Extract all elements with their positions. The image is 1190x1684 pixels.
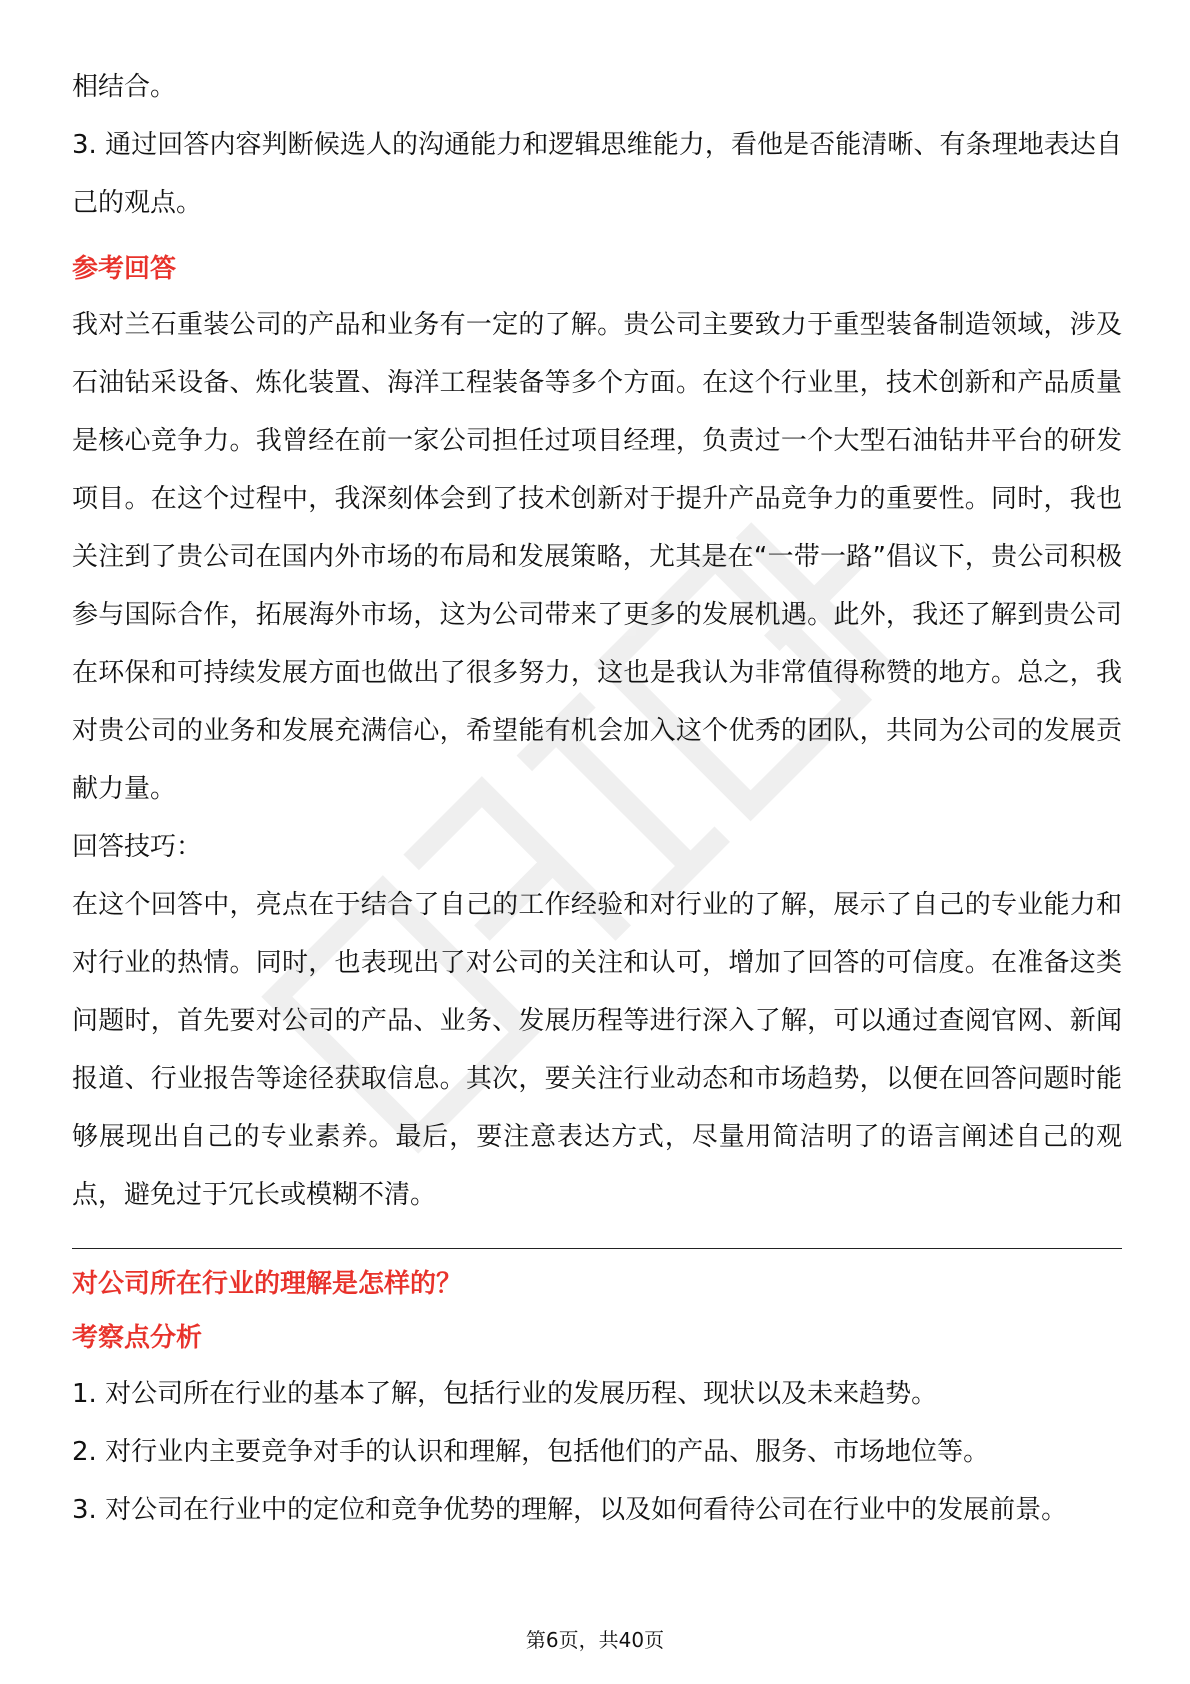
analysis-point-2: 2. 对行业内主要竞争对手的认识和理解，包括他们的产品、服务、市场地位等。	[72, 1437, 990, 1467]
analysis-point-3: 3. 通过回答内容判断候选人的沟通能力和逻辑思维能力，看他是否能清晰、有条理地表达自己的观点。	[72, 130, 1122, 218]
analysis-point-1: 1. 对公司所在行业的基本了解，包括行业的发展历程、现状以及未来趋势。	[72, 1379, 938, 1409]
tips-heading: 回答技巧：	[72, 832, 203, 862]
question-title: 对公司所在行业的理解是怎样的？	[72, 1269, 463, 1299]
analysis-heading: 考察点分析	[72, 1323, 203, 1353]
section-divider	[72, 1248, 1122, 1249]
reference-answer-heading: 参考回答	[72, 254, 177, 284]
page-number: 第6页，共40页	[525, 1628, 665, 1652]
text-line: 相结合。	[72, 72, 177, 102]
page-content	[72, 58, 1122, 1539]
reference-answer-body: 我对兰石重装公司的产品和业务有一定的了解。贵公司主要致力于重型装备制造领域，涉及石油钻采设备、炼化装置、海洋工程装备等多个方面。在这个行业里，技术创新和产品质量是核心竞争力。我曾经在前一家公司担任过项目经理，负责过一个大型石油钻井平台的研发项目。在这个过程中，我深刻体会到了技术创新对于提升产品竞争力的重要性。同时，我也关注到了贵公司在国内外市场的布局和发展策略，尤其是在“一带一路”倡议下，贵公司积极参与国际合作，拓展海外市场，这为公司带来了更多的发展机遇。此外，我还了解到贵公司在环保和可持续发展方面也做出了很多努力，这也是我认为非常值得称赞的地方。总之，我对贵公司的业务和发展充满信心，希望能有机会加入这个优秀的团队，共同为公司的发展贡献力量。	[72, 310, 1122, 804]
analysis-point-3: 3. 对公司在行业中的定位和竞争优势的理解，以及如何看待公司在行业中的发展前景。	[72, 1495, 1068, 1525]
tips-body: 在这个回答中，亮点在于结合了自己的工作经验和对行业的了解，展示了自己的专业能力和对行业的热情。同时，也表现出了对公司的关注和认可，增加了回答的可信度。在准备这类问题时，首先要对公司的产品、业务、发展历程等进行深入了解，可以通过查阅官网、新闻报道、行业报告等途径获取信息。其次，要关注行业动态和市场趋势，以便在回答问题时能够展现出自己的专业素养。最后，要注意表达方式，尽量用简洁明了的语言阐述自己的观点，避免过于冗长或模糊不清。	[72, 890, 1122, 1210]
